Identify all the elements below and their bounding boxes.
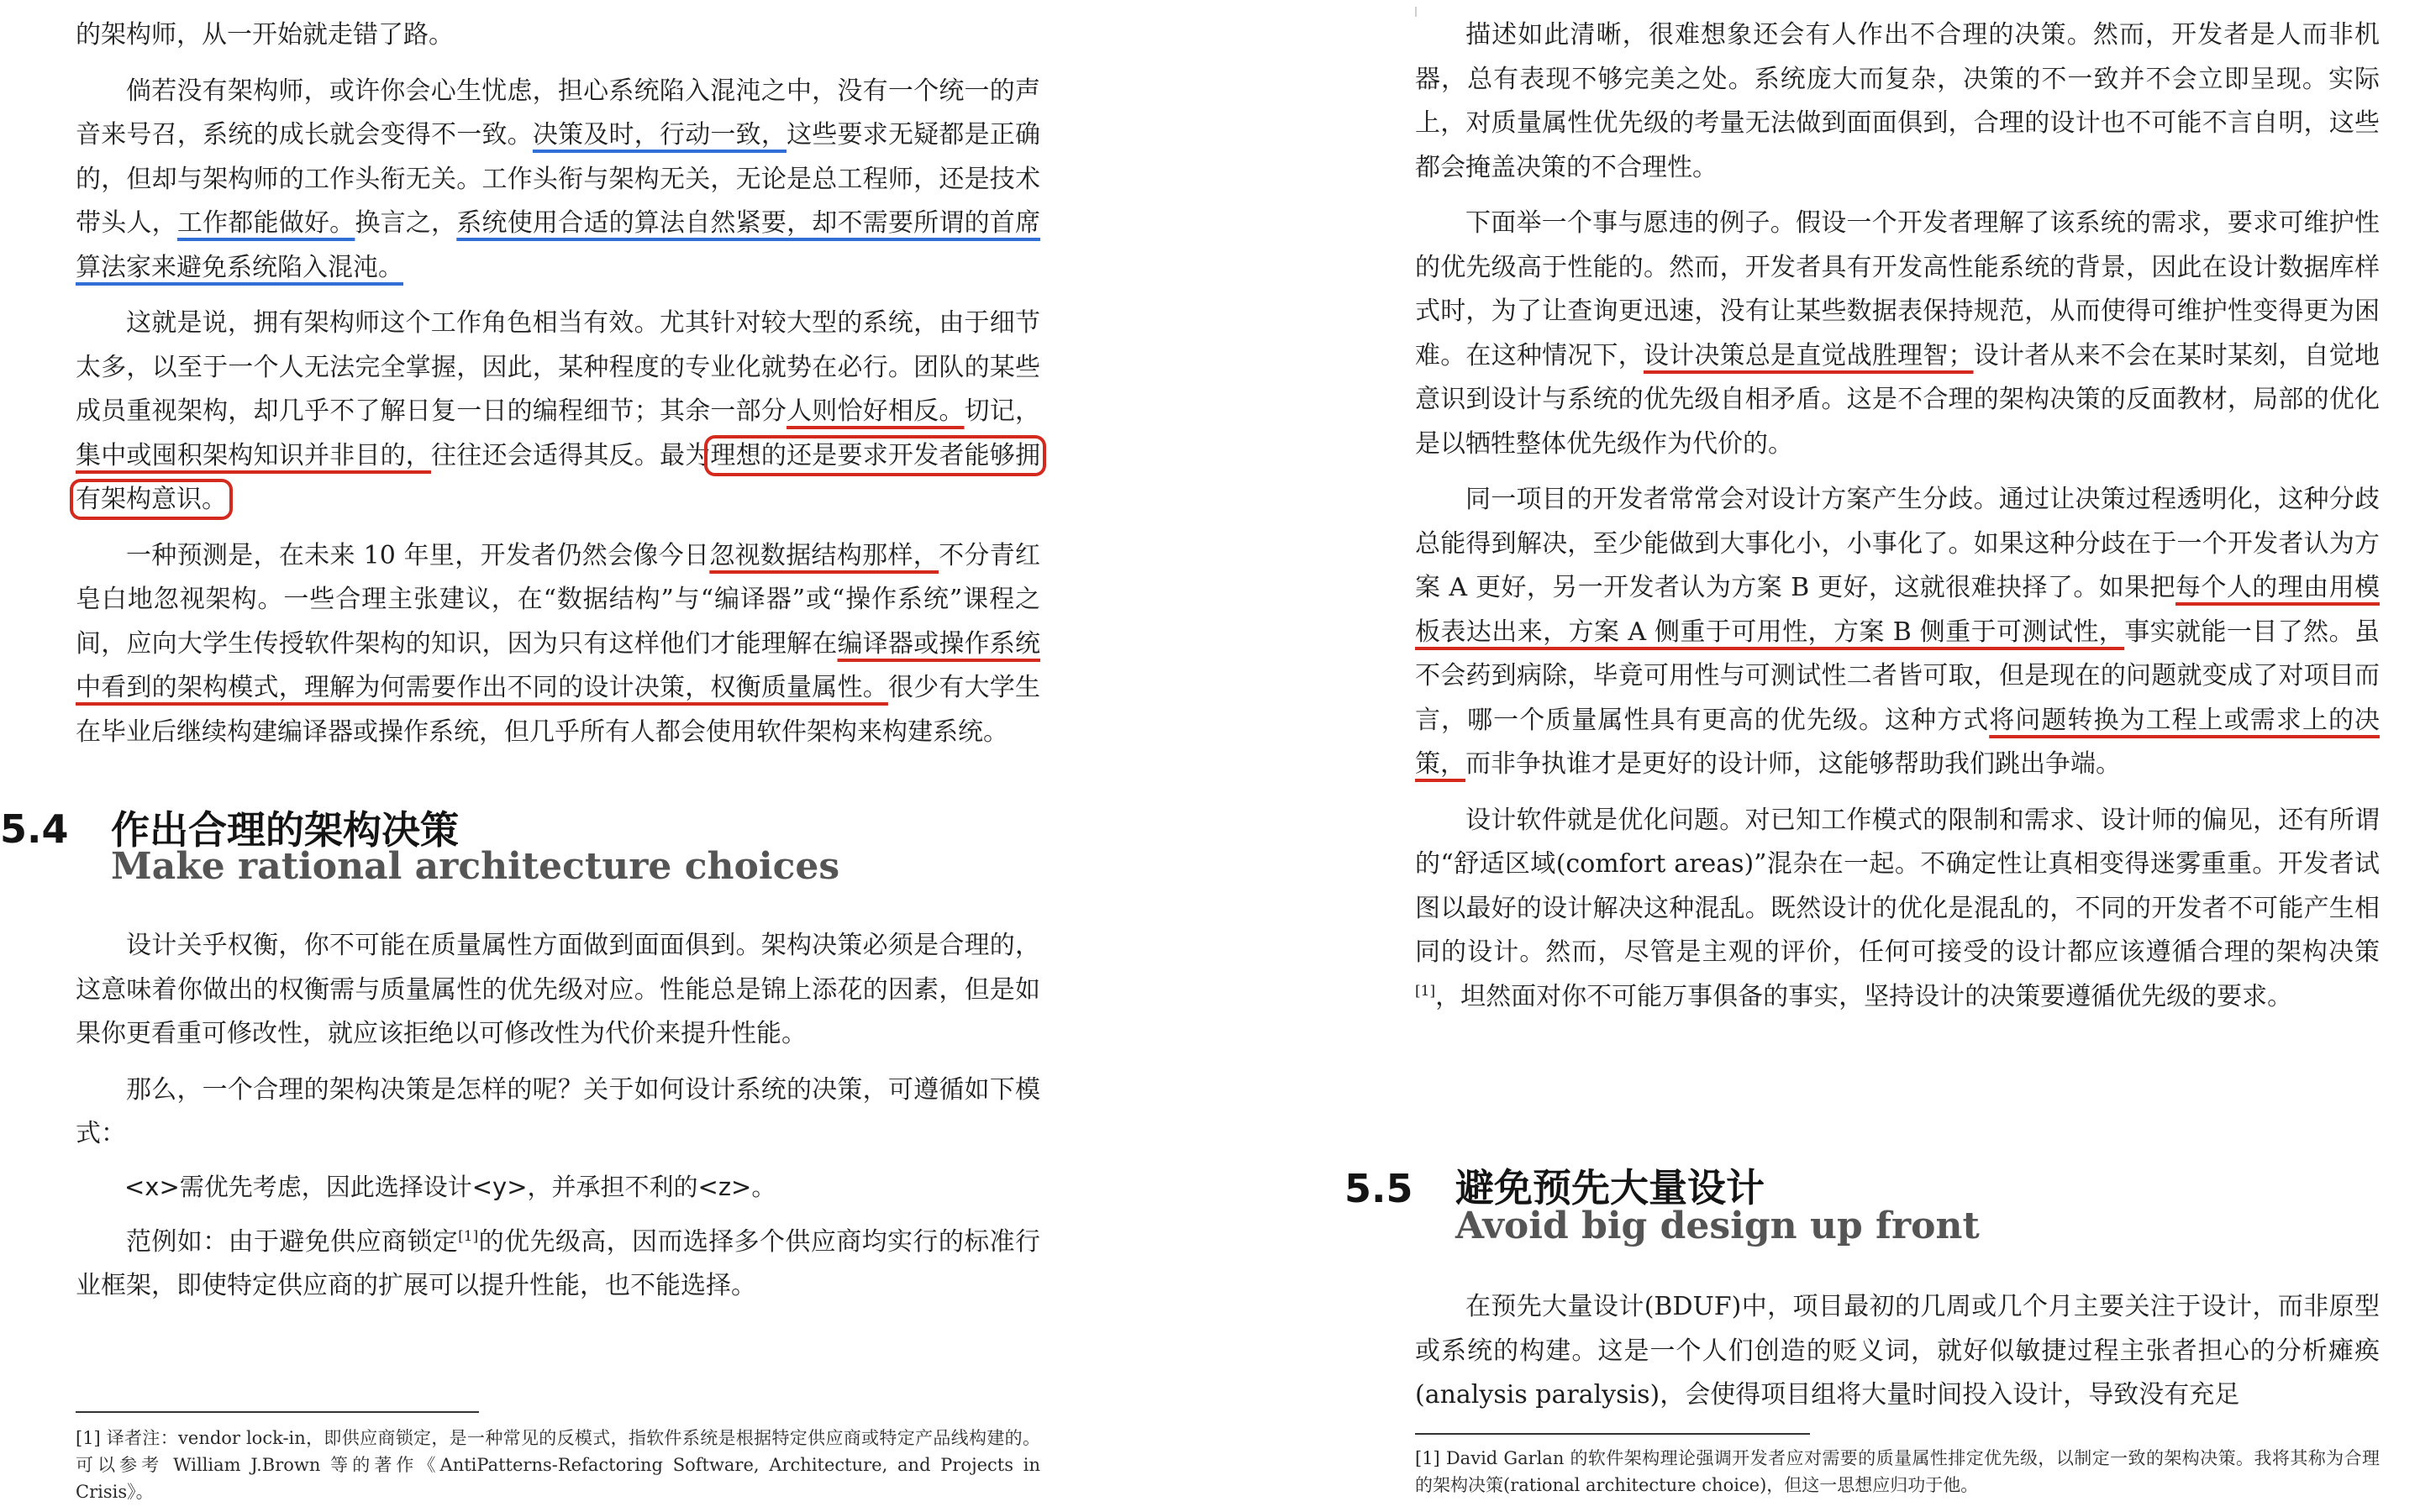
section-title-cn: 避免预先大量设计 — [1455, 1165, 1765, 1210]
highlight-red: 编译器或操作系统中看到的架构模式，理解为何需要作出不同的设计决策，权衡质量属性。 — [76, 628, 1041, 702]
paragraph-no-architect: 倘若没有架构师，或许你会心生忧虑，担心系统陷入混沌之中，没有一个统一的声音来号召，系统的成长就会变得不一致。决策及时，行动一致，这些要求无疑都是正确的，但却与架构师的工作头衔无关。工作头衔与架构无关，无论是总工程师，还是技术带头人，工作都能做好。换言之，系统使用合适的算法自然紧要，却不需要所谓的首席算法家来避免系统陷入混沌。 — [76, 76, 1041, 282]
right-page — [1210, 0, 2420, 1512]
footnote: [1] David Garlan 的软件架构理论强调开发者应对需要的质量属性排定优先级，以制定一致的架构决策。我将其称为合理的架构决策(rational architecture choice)，但这一思想应归功于他。 — [1415, 1448, 2380, 1495]
highlight-blue: 系统使用合适的算法自然紧要，却不需要所谓的首席算法家来避免系统陷入混沌。 — [76, 208, 1041, 282]
highlight-red: 将问题转换为工程上或需求上的决策， — [1415, 705, 2381, 779]
paragraph-pattern-intro: 那么，一个合理的架构决策是怎样的呢？关于如何设计系统的决策，可遵循如下模式： — [76, 1074, 1040, 1148]
section-heading-5-5 — [1344, 1156, 2353, 1265]
boxed-highlight: 理想的还是要求开发者能够拥有架构意识。 — [76, 440, 1041, 514]
paragraph-clear-description: 描述如此清晰，很难想象还会有人作出不合理的决策。然而，开发者是人而非机器，总有表现不够完美之处。系统庞大而复杂，决策的不一致并不会立即呈现。实际上，对质量属性优先级的考量无法做到面面俱到，合理的设计也不可能不言自明，这些都会掩盖决策的不合理性。 — [1415, 20, 2380, 182]
paragraph-optimization: 设计软件就是优化问题。对已知工作模式的限制和需求、设计师的偏见，还有所谓的“舒适区域(comfort areas)”混杂在一起。不确定性让真相变得迷雾重重。开发者试图以最好的设计解决这种混乱。既然设计的优化是混乱的，不同的开发者不可能产生相同的设计。然而，尽管是主观的评价，任何可接受的设计都应该遵循合理的架构决策[1]，坦然面对你不可能万事俱备的事实，坚持设计的决策要遵循优先级的要求。 — [1415, 805, 2380, 1011]
left-column-bottom — [76, 924, 1040, 1309]
highlight-red: 集中或囤积架构知识并非目的， — [76, 440, 432, 470]
highlight-red: 每个人的理由用模板表达出来，方案 A 侧重于可用性，方案 B 侧重于可测试性， — [1415, 573, 2381, 647]
paragraph-bduf: 在预先大量设计(BDUF)中，项目最初的几周或几个月主要关注于设计，而非原型或系统的构建。这是一个人们创造的贬义词，就好似敏捷过程主张者担心的分析瘫痪(analysis paralysis)，会使得项目组将大量时间投入设计，导致没有充足 — [1415, 1292, 2380, 1410]
footnote-rule — [1415, 1433, 1810, 1435]
right-column-top — [1415, 13, 2380, 1019]
section-title-en: Make rational architecture choices — [111, 845, 840, 888]
paragraph-prediction: 一种预测是，在未来 10 年里，开发者仍然会像今日忽视数据结构那样，不分青红皂白地忽视架构。一些合理主张建议，在“数据结构”与“编译器”或“操作系统”课程之间，应向大学生传授软件架构的知识，因为只有这样他们才能理解在编译器或操作系统中看到的架构模式，理解为何需要作出不同的设计决策，权衡质量属性。很少有大学生在毕业后继续构建编译器或操作系统，但几乎所有人都会使用软件架构来构建系统。 — [76, 540, 1041, 747]
highlight-red: 忽视数据结构那样， — [709, 540, 939, 570]
section-heading-5-4 — [0, 798, 1092, 907]
footnote-rule — [76, 1411, 479, 1413]
section-title-cn: 作出合理的架构决策 — [111, 807, 459, 853]
paragraph-continuation: 的架构师，从一开始就走错了路。 — [76, 20, 454, 50]
footnote-ref: [1] — [458, 1227, 479, 1245]
section-number: 5.4 — [0, 806, 69, 852]
right-column-bottom — [1415, 1285, 2380, 1418]
highlight-blue: 决策及时，行动一致， — [532, 120, 787, 150]
paragraph-architect-role: 这就是说，拥有架构师这个工作角色相当有效。尤其针对较大型的系统，由于细节太多，以至于一个人无法完全掌握，因此，某种程度的专业化就势在必行。团队的某些成员重视架构，却几乎不了解日复一日的编程细节；其余一部分人则恰好相反。切记，集中或囤积架构知识并非目的，往往还会适得其反。最为理想的还是要求开发者能够拥有架构意识。 — [76, 308, 1041, 514]
paragraph-tradeoff: 设计关乎权衡，你不可能在质量属性方面做到面面俱到。架构决策必须是合理的，这意味着你做出的权衡需与质量属性的优先级对应。性能总是锦上添花的因素，但是如果你更看重可修改性，就应该拒绝以可修改性为代价来提升性能。 — [76, 931, 1040, 1048]
paragraph-example: 范例如：由于避免供应商锁定[1]的优先级高，因而选择多个供应商均实行的标准行业框架，即使特定供应商的扩展可以提升性能，也不能选择。 — [76, 1226, 1041, 1300]
decision-pattern: <x>需优先考虑，因此选择设计<y>，并承担不利的<z>。 — [124, 1172, 776, 1201]
footnote-ref: [1] — [1415, 982, 1436, 1000]
section-title-en: Avoid big design up front — [1455, 1205, 1980, 1247]
left-column-top — [76, 13, 1040, 754]
paragraph-disagreement: 同一项目的开发者常常会对设计方案产生分歧。通过让决策过程透明化，这种分歧总能得到解决，至少能做到大事化小，小事化了。如果这种分歧在于一个开发者认为方案 A 更好，另一开发者认为方案 B 更好，这就很难抉择了。如果把每个人的理由用模板表达出来，方案 A 侧重于可用性，方案 B 侧重于可测试性，事实就能一目了然。虽不会药到病除，毕竟可用性与可测试性二者皆可取，但是现在的问题就变成了对项目而言，哪一个质量属性具有更高的优先级。这种方式将问题转换为工程上或需求上的决策，而非争执谁才是更好的设计师，这能够帮助我们跳出争端。 — [1415, 485, 2381, 779]
section-number: 5.5 — [1344, 1166, 1413, 1211]
highlight-red: 人则恰好相反。 — [786, 396, 965, 426]
highlight-blue: 工作都能做好。 — [176, 208, 355, 238]
highlight-red: 设计决策总是直觉战胜理智； — [1643, 340, 1974, 370]
paragraph-counter-example: 下面举一个事与愿违的例子。假设一个开发者理解了该系统的需求，要求可维护性的优先级高于性能的。然而，开发者具有开发高性能系统的背景，因此在设计数据库样式时，为了让查询更迅速，没有让某些数据表保持规范，从而使得可维护性变得更为困难。在这种情况下，设计决策总是直觉战胜理智；设计者从来不会在某时某刻，自觉地意识到设计与系统的优先级自相矛盾。这是不合理的架构决策的反面教材，局部的优化是以牺牲整体优先级作为代价的。 — [1415, 208, 2381, 459]
footnote: [1] 译者注：vendor lock-in，即供应商锁定，是一种常见的反模式，指软件系统是根据特定供应商或特定产品线构建的。可以参考 William J.Brown 等的著作《AntiPatterns-Refactoring Software, Architecture, and Projects in Crisis》。 — [76, 1428, 1040, 1502]
